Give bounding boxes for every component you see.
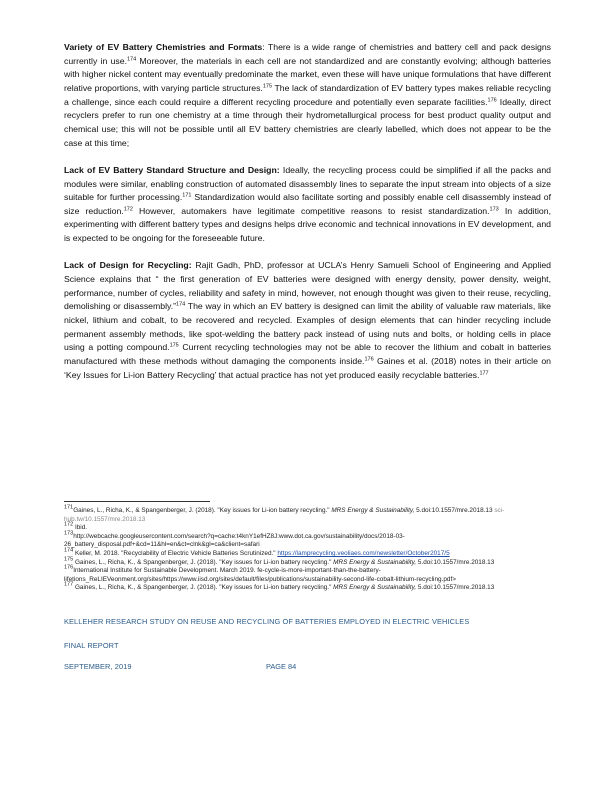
paragraph-battery-chemistries [64,41,551,150]
text-run: However, automakers have legitimate competitive reasons to resist standardization. [132,205,490,216]
footnote-ref: 174 [127,56,137,63]
footnote-ref: 173 [64,530,74,537]
text-run: The way in which an EV battery is designed can limit the ability of valuable raw materials, like nickel, lithium and cobalt, to be recovered and recycled. Examples of design elements that can hinder recycling include permanent assembly methods, like spot-welding the battery pack instead of using nuts and bolts, or holding cells in place using a potting compound. [64,301,552,353]
footnote [64,504,551,524]
text-run: Gaines, L., Richa, K., & Spangenberger, J. (2018). "Key issues for Li-ion battery recycling." [73,558,334,566]
text-run: Current recycling technologies may not be able to recover the lithium and cobalt in batteries manufactured with these methods without damaging the components inside. [64,342,551,366]
reference-link[interactable]: sci-hub.tw/10.1557/mre.2018.13 [64,507,505,523]
footnote-ref: 175 [169,342,179,349]
footnote-ref: 175 [262,83,273,90]
text-run: 5.doi:10.1557/mre.2018.13 [416,558,495,566]
footnote-ref: 177 [479,370,489,377]
reference-link[interactable]: https://lamprecycling.veoliaes.com/newsletter/October2017/5 [277,549,450,557]
footnote [64,530,551,550]
text-run: Gaines, L., Richa, K., & Spangenberger, J. (2018). "Key issues for Li-ion battery recycling." [73,507,332,514]
text-run: In addition, experimenting with different battery types and designs helps drive economic and technical innovations in EV development, and is expected to be ongoing for the foreseeable future. [64,205,552,244]
footnote [64,564,551,584]
text-run: 5.doi:10.1557/mre.2018.13 [416,584,495,592]
paragraph-standard-structure [64,164,551,246]
paragraph-design-for-recycling [64,259,551,382]
footnote-ref: 174 [64,547,74,554]
footnote-ref: 171 [64,504,74,511]
text-run: Keller, M. 2018. "Recyclability of Electric Vehicle Batteries Scrutinized." [73,549,278,557]
footnote [64,521,551,533]
paragraph-heading: Lack of Design for Recycling: [64,260,192,271]
footnote [64,556,551,568]
paragraph-heading: Variety of EV Battery Chemistries and Formats [64,42,263,52]
text-run: Ideally, direct recyclers prefer to run one chemistry at a time through their hydrometallurgical process for best product quality output and chemical use; this will not be possible until all EV battery chemistries are clearly labelled, which does not appear to be the case at this time; [64,96,552,148]
text-run: Moreover, the materials in each cell are not standardized and are constantly evolving; although batteries with higher nickel content may eventually predominate the market, even these will have unique formulations that have different relative proportions, with varying particle structures. [64,55,551,93]
journal-name: MRS Energy & Sustainability, [333,558,417,566]
footnote-separator [64,501,210,502]
paragraph-heading: Lack of EV Battery Standard Structure and Design: [64,164,280,175]
footnote-ref: 177 [64,581,74,588]
footnote-ref: 176 [364,356,374,363]
text-run: Standardization would also facilitate sorting and possibly enable cell disassembly instead of size reduction. [64,192,552,216]
text-run: 5.doi:10.1557/mre.2018.13 [414,507,495,514]
footnote-ref: 172 [123,206,133,213]
footnote-ref: 171 [182,192,192,199]
text-run: International Institute for Sustainable Development. March 2019. fe-cycle-is-more-important-than-the-battery-lifetions_ReLIEVeonment.org/sites/https://www.iisd.org/sites/default/files/publications/sustainability-second-life-cobalt-lithium-recycling.pdf> [64,567,456,583]
text-run: Gaines et al. (2018) notes in their article on ‘Key Issues for Li-ion Battery Recycling’ that actual practice has not yet produced easily recyclable batteries. [64,355,551,380]
footnote-ref: 174 [176,301,186,308]
footnote-ref: 176 [64,564,74,571]
footnote-ref: 176 [487,97,497,104]
footnote-ref: 175 [64,556,74,563]
footnotes [64,504,551,593]
footnote-ref: 172 [64,521,74,528]
journal-name: MRS Energy & Sustainability, [333,584,417,592]
text-run: http://webcache.googleusercontent.com/search?q=cache:t4knY1efHZ8J:www.dot.ca.gov/sustainability/docs/2018-03-26_battery_disposal.pdf+&cd=11&hl=en&ct=clnk&gl=ca&client=safari [64,532,405,549]
footnote-ref: 173 [489,206,499,213]
text-run: Ibid. [73,524,88,532]
text-run: : There is a wide range of chemistries and battery cell and pack designs currently in use. [64,42,552,66]
page-number: PAGE 84 [266,662,297,671]
body-text [64,41,551,396]
footer-date: SEPTEMBER, 2019 [64,662,132,671]
footnote [64,547,551,559]
footer-title: KELLEHER RESEARCH STUDY ON REUSE AND RECYCLING OF BATTERIES EMPLOYED IN ELECTRIC VEHICLES [64,617,470,626]
journal-name: MRS Energy & Sustainability, [331,507,415,514]
text-run: Rajit Gadh, PhD, professor at UCLA’s Henry Samueli School of Engineering and Applied Science explains that “ the first generation of EV batteries were designed with energy density, power density, weight, performance, number of cycles, reliability and safety in mind, however, not enough thought was given to their reuse, recycling, demolishing or disassembly.” [64,260,552,312]
text-run: Gaines, L., Richa, K., & Spangenberger, J. (2018). "Key issues for Li-ion battery recycling." [73,584,334,592]
text-run: The lack of standardization of EV battery types makes reliable recycling a challenge, since each could require a different recycling procedure and potentially even separate facilities. [64,82,552,107]
footnote [64,581,551,593]
footer-report: FINAL REPORT [64,641,119,650]
text-run: Ideally, the recycling process could be simplified if all the packs and modules were similar, enabling construction of automated disassembly lines to separate the input stream into objects of a size suitable for further processing. [64,164,551,203]
